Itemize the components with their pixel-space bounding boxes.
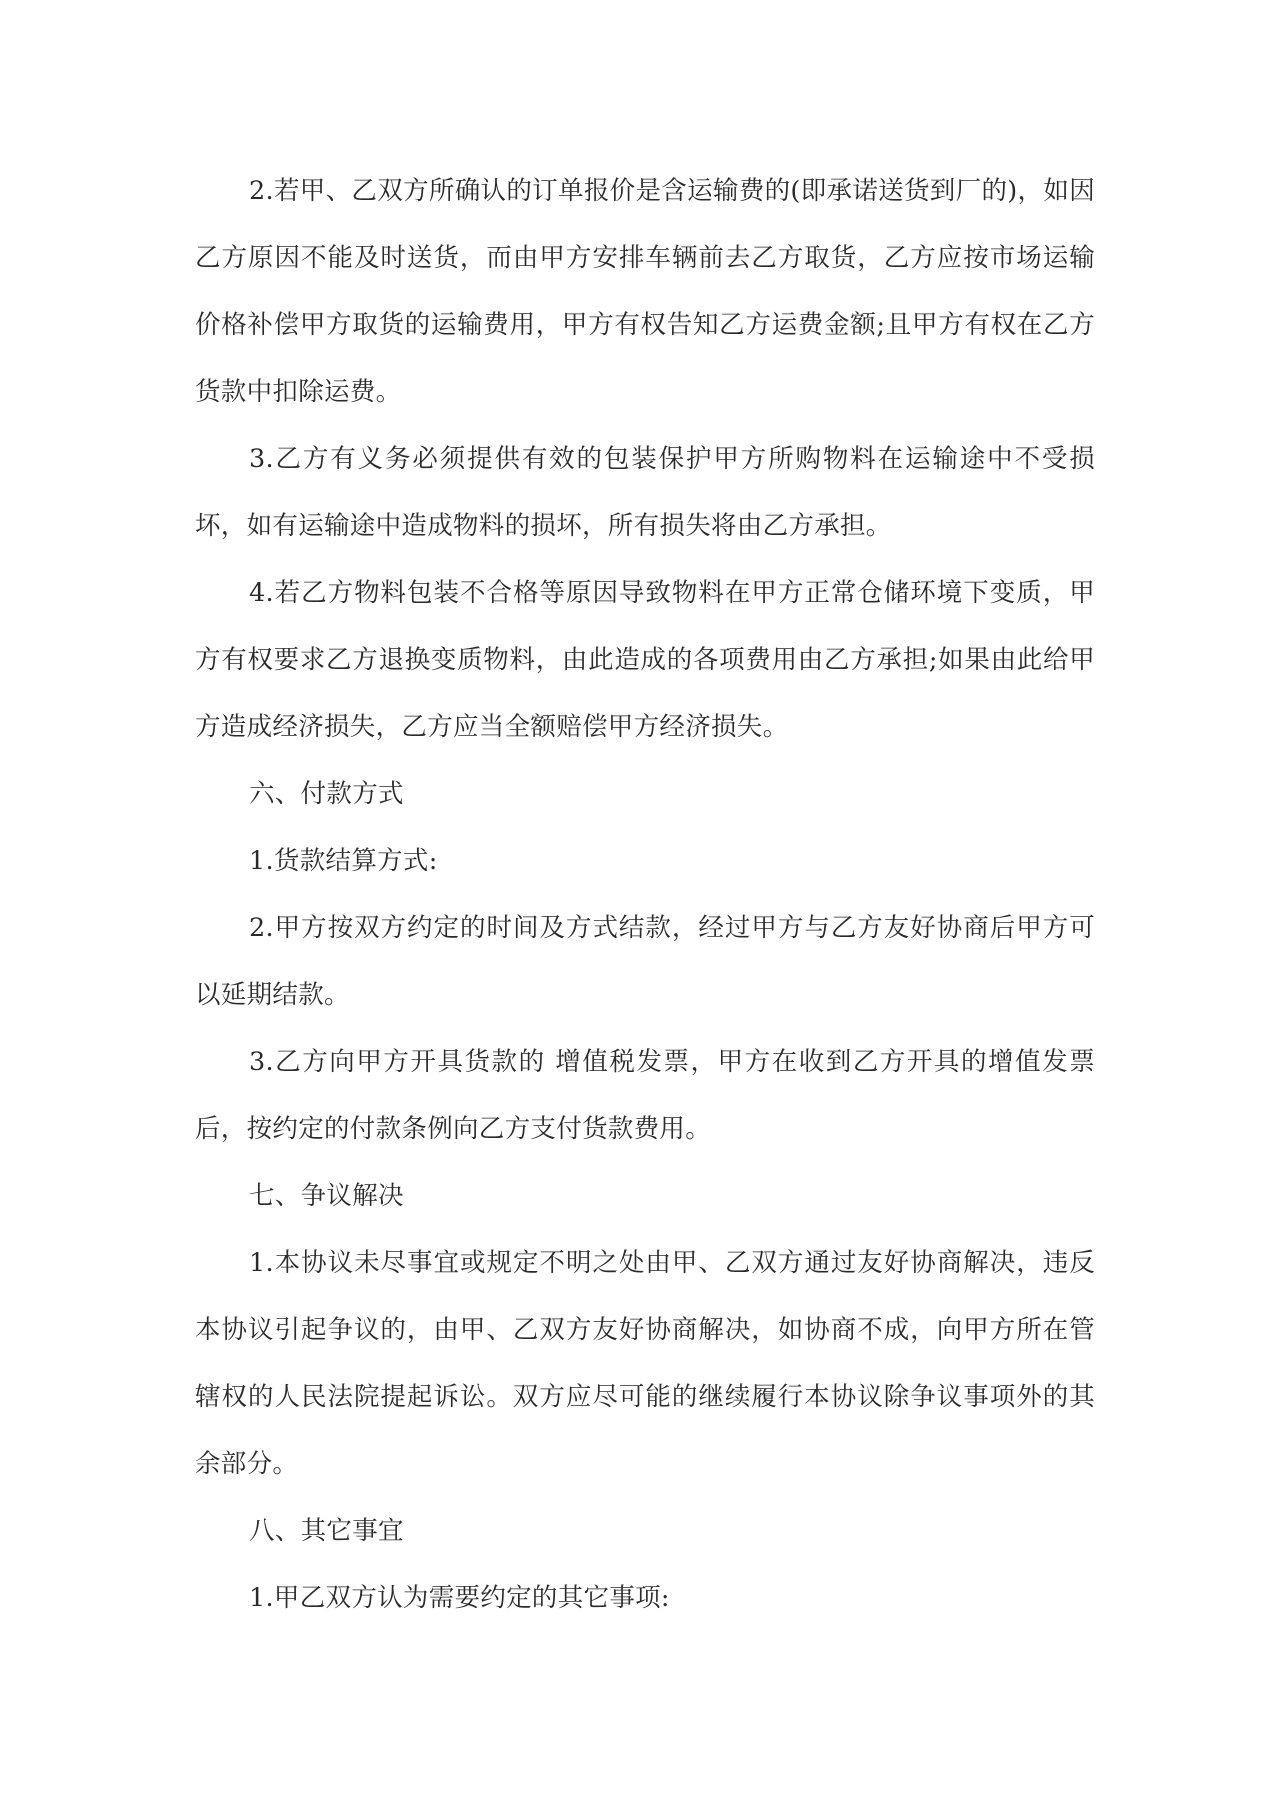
clause-other-matters: 1.甲乙双方认为需要约定的其它事项: [249, 1583, 670, 1613]
clause-packaging-defect: 4.若乙方物料包装不合格等原因导致物料在甲方正常仓储环境下变质，甲方有权要求乙方退换变质物料，由此造成的各项费用由乙方承担;如果由此给甲方造成经济损失，乙方应当全额赔偿甲方经济损失。 [195, 578, 1095, 742]
section-heading-payment: 六、付款方式 [249, 779, 404, 809]
clause-invoice: 3.乙方向甲方开具货款的 增值税发票，甲方在收到乙方开具的增值发票后，按约定的付款条例向乙方支付货款费用。 [195, 1047, 1095, 1144]
clause-transport-cost: 2.若甲、乙双方所确认的订单报价是含运输费的(即承诺送货到厂的)，如因乙方原因不能及时送货，而由甲方安排车辆前去乙方取货，乙方应按市场运输价格补偿甲方取货的运输费用，甲方有权告知乙方运费金额;且甲方有权在乙方货款中扣除运费。 [195, 176, 1095, 407]
section-heading-other: 八、其它事宜 [249, 1516, 404, 1546]
clause-packaging-protection: 3.乙方有义务必须提供有效的包装保护甲方所购物料在运输途中不受损坏，如有运输途中造成物料的损坏，所有损失将由乙方承担。 [195, 444, 1095, 541]
clause-settlement-method: 1.货款结算方式: [249, 846, 438, 876]
section-heading-dispute: 七、争议解决 [249, 1181, 404, 1211]
document-body [195, 158, 1095, 1632]
clause-settlement-schedule: 2.甲方按双方约定的时间及方式结款，经过甲方与乙方友好协商后甲方可以延期结款。 [195, 913, 1095, 1010]
clause-dispute-resolution: 1.本协议未尽事宜或规定不明之处由甲、乙双方通过友好协商解决，违反本协议引起争议的，由甲、乙双方友好协商解决，如协商不成，向甲方所在管辖权的人民法院提起诉讼。双方应尽可能的继续履行本协议除争议事项外的其余部分。 [195, 1248, 1095, 1479]
